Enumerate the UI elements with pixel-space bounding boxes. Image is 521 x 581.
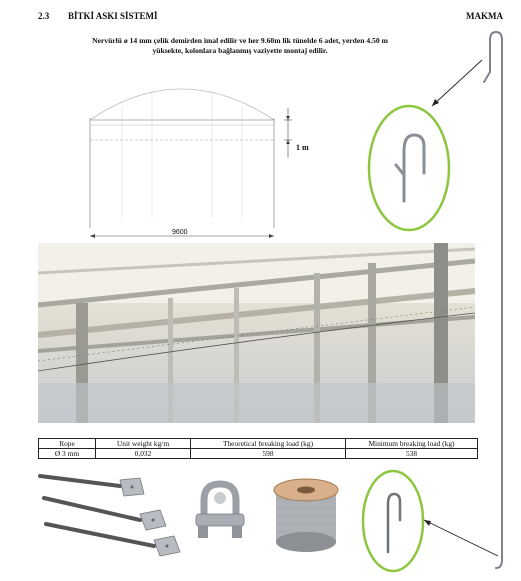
- wire-spool-icon: [274, 479, 338, 552]
- table-cell: Ø 3 mm: [39, 449, 96, 459]
- small-hook-circle: [360, 468, 426, 574]
- section-number: 2.3: [38, 11, 50, 21]
- table-header-cell: Rope: [39, 439, 96, 449]
- greenhouse-interior-photo: [38, 243, 475, 423]
- roof-arch: [90, 89, 274, 120]
- long-hanger-rod-icon: [484, 32, 502, 568]
- highlight-circle: [363, 471, 423, 571]
- description-line-2: yüksekte, kolonlara bağlanmış vaziyette montaj edilir.: [152, 46, 328, 55]
- wire-rope-spool: [268, 476, 344, 556]
- wire-rope-clip-icon: [196, 484, 244, 538]
- table-header-cell: Minimum breaking load (kg): [346, 439, 478, 449]
- greenhouse-section-diagram: [60, 68, 320, 248]
- pointer-arrow-bottom: [418, 514, 500, 560]
- table-header-cell: Theoretical breaking load (kg): [191, 439, 346, 449]
- rope-spec-table: [38, 438, 478, 459]
- description-line-1: Nervürlü ø 14 mm çelik demirden imal edilir ve her 9.60m lik tünelde 6 adet, yerden 4.50 m: [92, 36, 388, 45]
- highlight-circle: [369, 106, 449, 230]
- table-cell: 538: [346, 449, 478, 459]
- table-header-row: [39, 439, 478, 449]
- table-header-cell: Unit weight kg/m: [96, 439, 191, 449]
- rebar-anchor-plates: [36, 468, 182, 564]
- wire-rope-clip: [188, 478, 252, 548]
- pointer-arrow-top: [426, 56, 486, 112]
- height-label: 1 m: [296, 143, 309, 152]
- description: [40, 36, 440, 56]
- hook-detail-circle: [366, 103, 452, 233]
- table-cell: 0,032: [96, 449, 191, 459]
- table-row: [39, 449, 478, 459]
- photo-illustration: [38, 243, 475, 423]
- brand-name: MAKMA: [466, 11, 503, 21]
- table-cell: 598: [191, 449, 346, 459]
- width-label: 9600: [172, 229, 188, 236]
- section-title: BİTKİ ASKI SİSTEMİ: [68, 11, 158, 21]
